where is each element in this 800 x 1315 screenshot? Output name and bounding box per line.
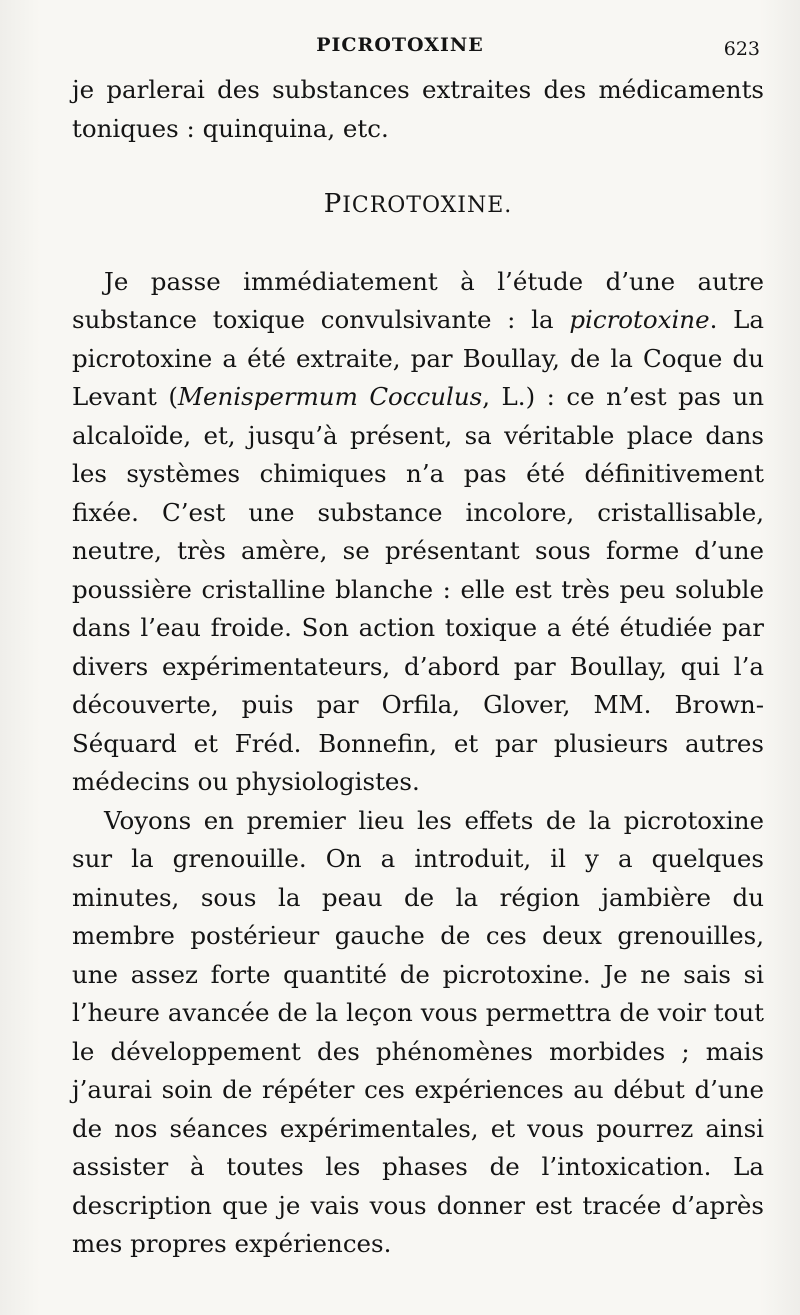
section-heading-initial: P [323,189,343,219]
italic-term: picrotoxine [569,305,710,334]
section-heading-rest: ICROTOXINE. [342,193,513,218]
running-head [0,28,800,62]
italic-species-name: Menispermum Cocculus [177,382,483,411]
running-title: PICROTOXINE [316,34,484,56]
paragraph-text-part: , L.) : ce n’est pas un alcaloïde, et, jusqu’à présent, sa véritable place dans les systèmes chimiques n’a pas été définitivement fixée. C’est une substance incolore, cristallisable, neutre, très amère, se présentant sous forme d’une poussière cristalline blanche : elle est très peu soluble dans l’eau froide. Son action toxique a été étudiée par divers expérimentateurs, d’abord par Boullay, qui l’a découverte, puis par Orfila, Glover, MM. Brown-Séquard et Fréd. Bonnefin, et par plusieurs autres médecins ou physiologistes. [72,382,765,796]
paragraph-text-part: Je passe immédiatement à l’étude d’une autre substance toxique convulsivante : la [72,266,764,334]
page-number: 623 [723,38,760,60]
paragraph-frog-experiment: Voyons en premier lieu les effets de la picrotoxine sur la grenouille. On a introduit, il y a quelques minutes, sous la peau de la région jambière du membre postérieur gauche de ces deux grenouilles, une assez forte quantité de picrotoxine. Je ne sais si l’heure avancée de la leçon vous permettra de voir tout le développement des phénomènes morbides ; mais j’aurai soin de répéter ces expériences au début d’une de nos séances expérimentales, et vous pourrez ainsi assister à toutes les phases de l’intoxication. La description que je vais vous donner est tracée d’après mes propres expériences. [72,805,764,1258]
paragraph-text-part: . La picrotoxine a été extraite, par Boullay, de la Coque du Levant ( [72,305,764,411]
body-text [72,71,764,1264]
continuation-paragraph: je parlerai des substances extraites des médicaments toniques : quinquina, etc. [72,75,764,143]
paragraph-picrotoxine-intro [72,263,764,802]
section-heading [72,185,764,226]
